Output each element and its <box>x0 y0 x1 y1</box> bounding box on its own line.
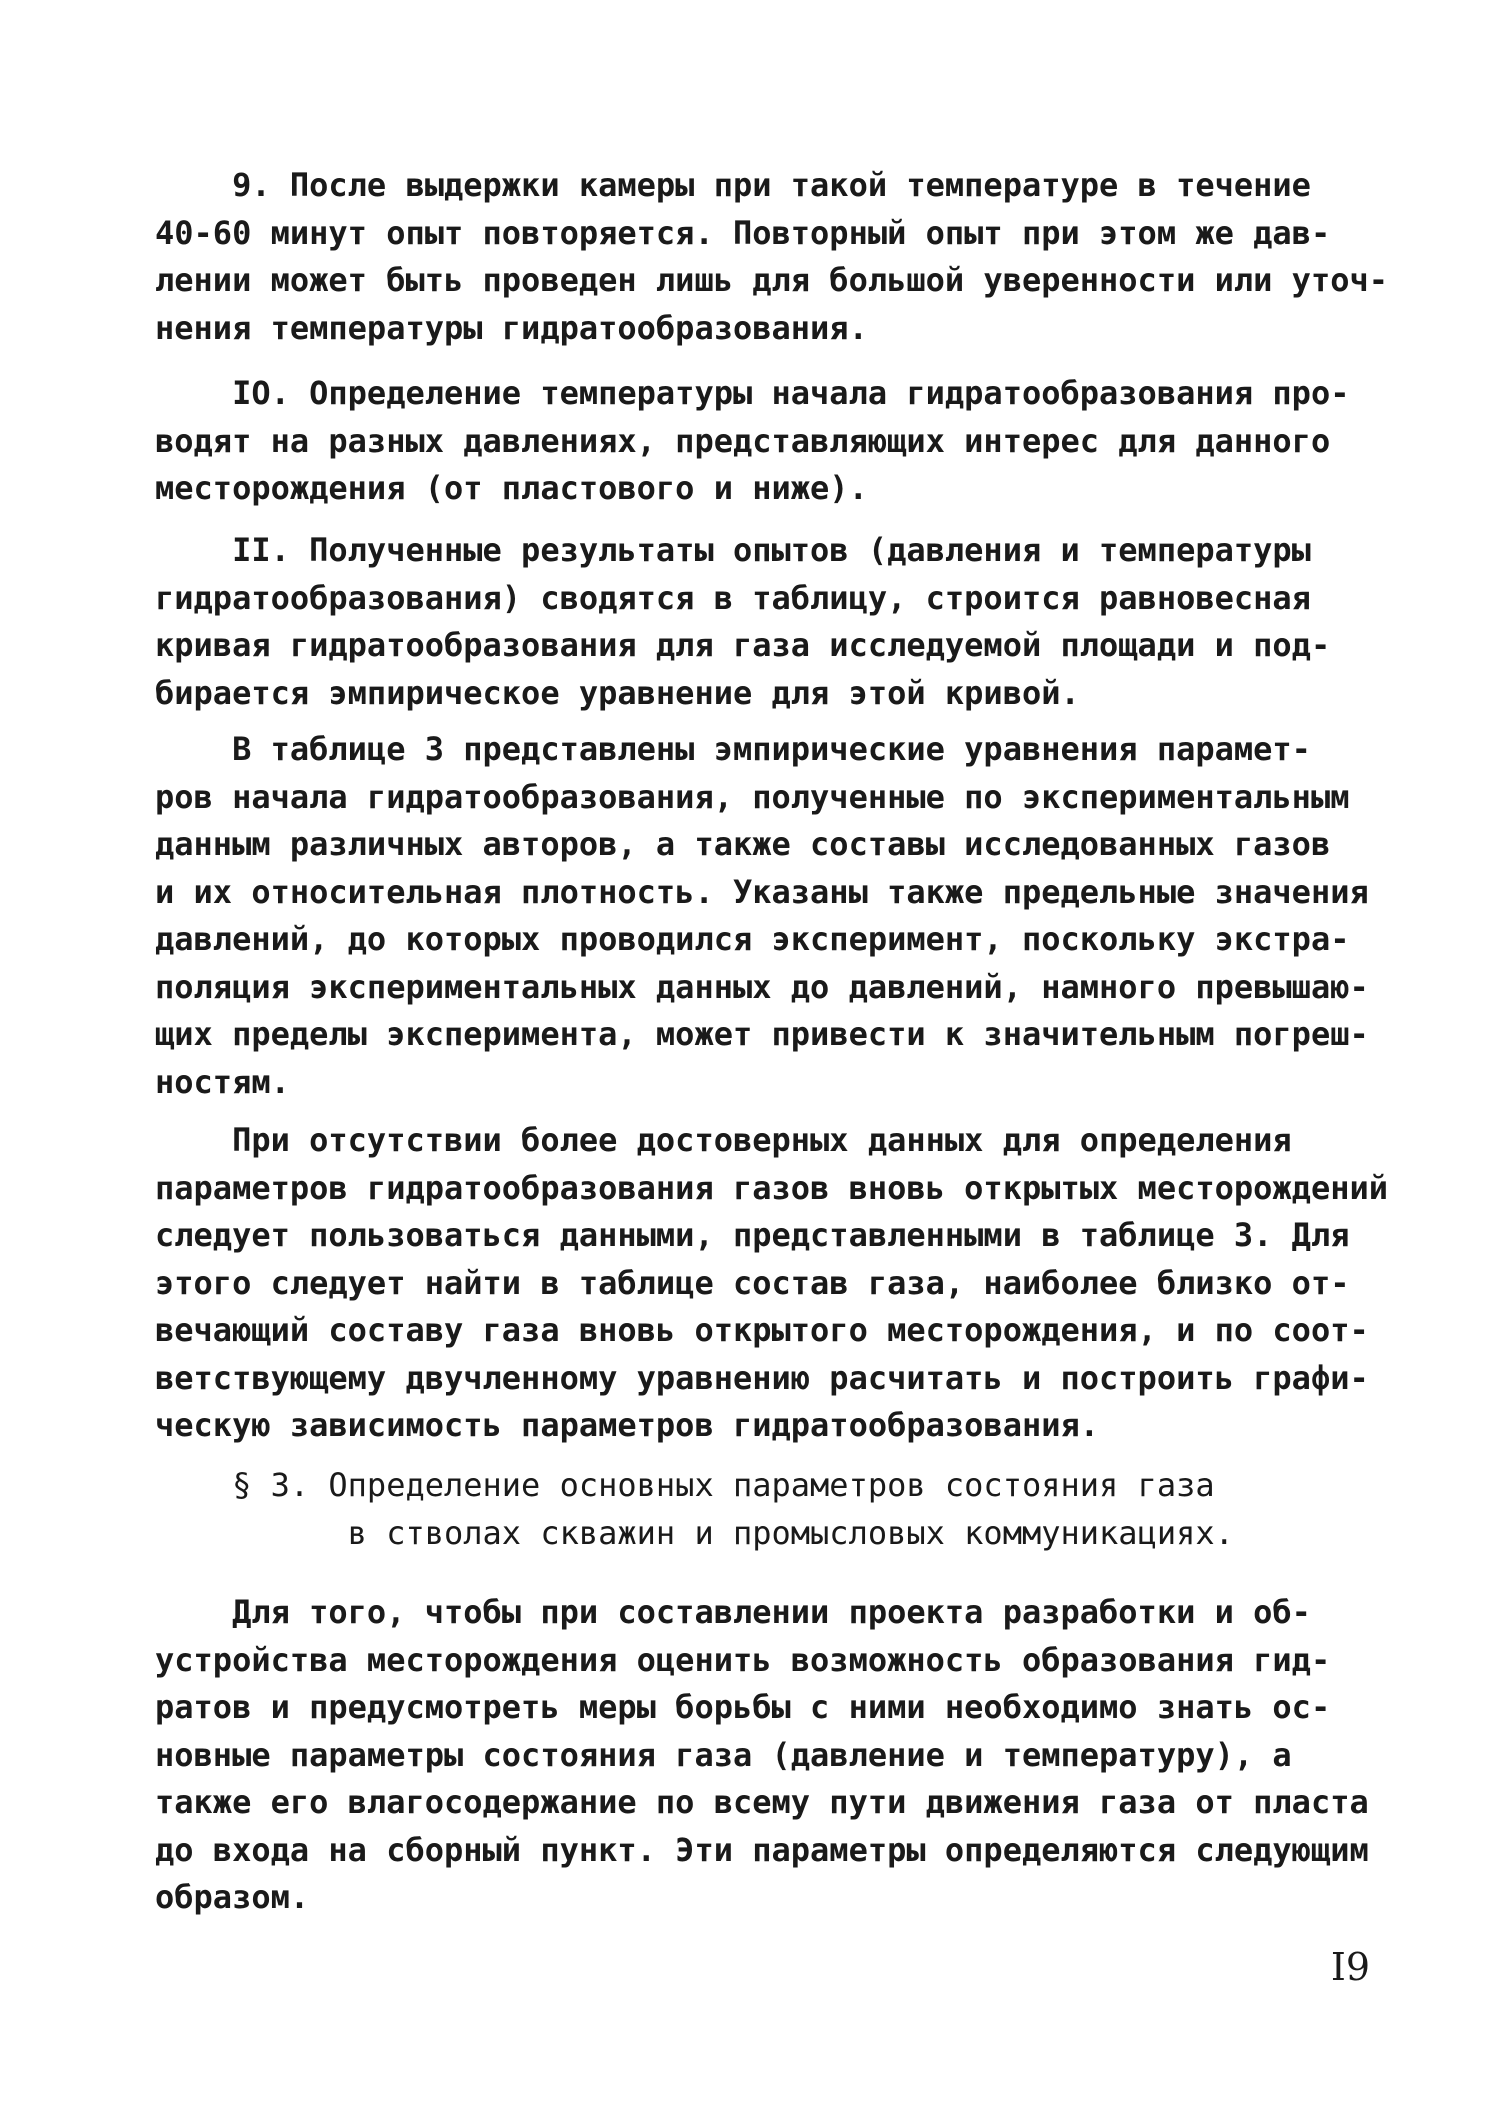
text-line: и их относительная плотность. Указаны также предельные значения <box>155 872 1369 911</box>
text-line: параметров гидратообразования газов вновь открытых месторождений <box>155 1168 1388 1207</box>
text-line: кривая гидратообразования для газа исследуемой площади и под- <box>155 626 1331 664</box>
text-line: ческую зависимость параметров гидратообразования. <box>155 1406 1100 1444</box>
text-line: вечающий составу газа вновь открытого месторождения, и по соот- <box>155 1311 1369 1349</box>
text-line: нения температуры гидратообразования. <box>155 308 868 347</box>
section-heading <box>155 1462 1385 1557</box>
paragraph-table3 <box>155 726 1385 1106</box>
text-line: до входа на сборный пункт. Эти параметры определяются следующим <box>155 1830 1369 1869</box>
text-line: устройства месторождения оценить возможность образования гид- <box>155 1640 1331 1679</box>
text-line: лении может быть проведен лишь для большой уверенности или уточ- <box>155 261 1388 299</box>
text-line: месторождения (от пластового и ниже). <box>155 469 868 507</box>
text-line: гидратообразования) сводятся в таблицу, строится равновесная <box>155 578 1311 617</box>
text-line: бирается эмпирическое уравнение для этой кривой. <box>155 673 1080 712</box>
text-line: щих пределы эксперимента, может привести к значительным погреш- <box>155 1015 1369 1053</box>
text-line: поляция экспериментальных данных до давлений, намного превышаю- <box>155 967 1369 1006</box>
text-line: Для того, чтобы при составлении проекта разработки и об- <box>155 1593 1311 1631</box>
heading-line: в стволах скважин и промысловых коммуникациях. <box>155 1513 1234 1552</box>
paragraph-11 <box>155 527 1385 717</box>
text-line: также его влагосодержание по всему пути движения газа от пласта <box>155 1783 1369 1821</box>
text-line: II. Полученные результаты опытов (давления и температуры <box>155 531 1311 569</box>
paragraph-10 <box>155 370 1385 513</box>
text-line: водят на разных давлениях, представляющих интерес для данного <box>155 421 1331 460</box>
text-line: В таблице 3 представлены эмпирические уравнения парамет- <box>155 730 1311 768</box>
paragraph-absence <box>155 1117 1388 1450</box>
text-line: ратов и предусмотреть меры борьбы с ними необходимо знать ос- <box>155 1688 1331 1726</box>
text-line: ветствующему двучленному уравнению расчитать и построить графи- <box>155 1358 1369 1397</box>
text-line: следует пользоваться данными, представленными в таблице 3. Для <box>155 1216 1350 1254</box>
text-line: IO. Определение температуры начала гидратообразования про- <box>155 374 1350 412</box>
page-number: I9 <box>1330 1945 1370 1989</box>
paragraph-9 <box>155 162 1388 352</box>
heading-line: § 3. Определение основных параметров состояния газа <box>155 1466 1215 1504</box>
text-line: давлений, до которых проводился эксперимент, поскольку экстра- <box>155 920 1350 958</box>
text-line: новные параметры состояния газа (давление и температуру), а <box>155 1735 1292 1774</box>
text-line: данным различных авторов, а также составы исследованных газов <box>155 825 1331 863</box>
text-line: образом. <box>155 1878 310 1916</box>
text-line: ностям. <box>155 1062 290 1101</box>
text-line: ров начала гидратообразования, полученные по экспериментальным <box>155 777 1350 816</box>
text-line: этого следует найти в таблице состав газа, наиболее близко от- <box>155 1263 1350 1302</box>
paragraph-final <box>155 1589 1385 1922</box>
text-line: 40-60 минут опыт повторяется. Повторный опыт при этом же дав- <box>155 213 1331 252</box>
text-line: При отсутствии более достоверных данных для определения <box>155 1121 1292 1159</box>
text-line: 9. После выдержки камеры при такой температуре в течение <box>155 166 1311 204</box>
